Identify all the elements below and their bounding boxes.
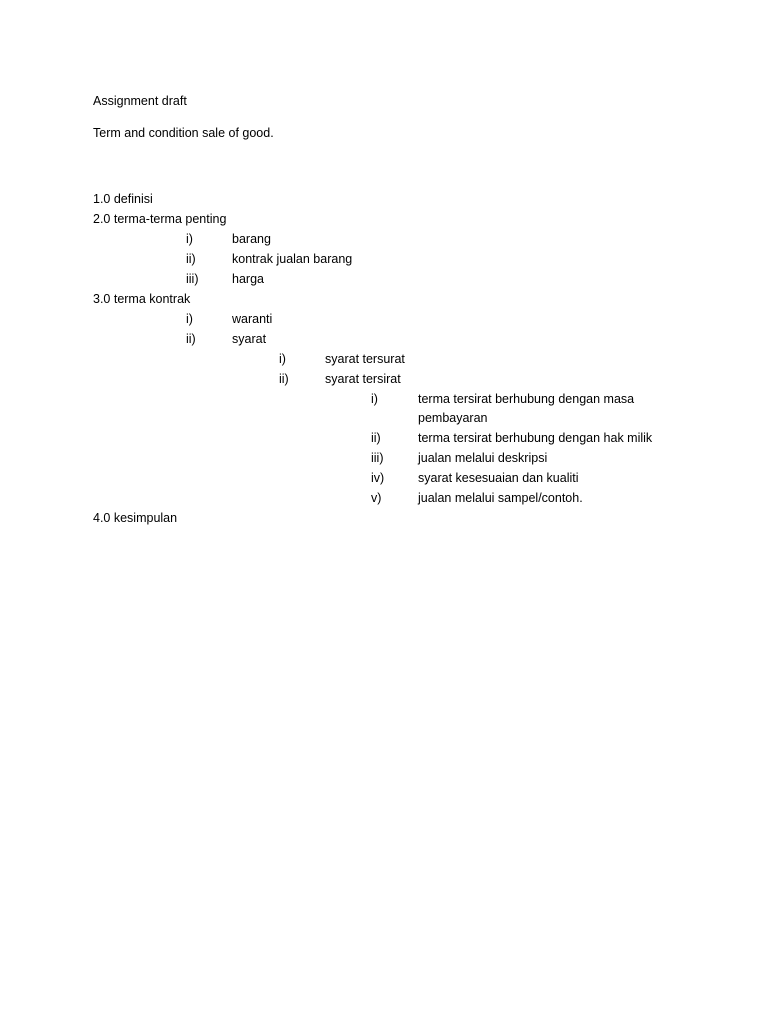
section-heading-1: 1.0 definisi bbox=[93, 192, 153, 206]
subsublist-item-text: jualan melalui sampel/contoh. bbox=[418, 491, 583, 505]
subsublist-item-label: v) bbox=[371, 491, 382, 505]
list-item-text: barang bbox=[232, 232, 271, 246]
sublist-item-label: ii) bbox=[279, 372, 289, 386]
subsublist-item-label: iii) bbox=[371, 451, 384, 465]
subsublist-item-text: terma tersirat berhubung dengan masa bbox=[418, 392, 635, 406]
list-item-label: ii) bbox=[186, 252, 196, 266]
sublist-item-label: i) bbox=[279, 352, 286, 366]
subsublist-item-text: terma tersirat berhubung dengan hak milik bbox=[418, 431, 653, 445]
section-heading-4: 4.0 kesimpulan bbox=[93, 511, 178, 525]
list-item-label: iii) bbox=[186, 272, 199, 286]
section-heading-3: 3.0 terma kontrak bbox=[93, 292, 191, 306]
list-item-text: kontrak jualan barang bbox=[232, 252, 353, 266]
subsublist-item-label: i) bbox=[371, 392, 378, 406]
document-title: Assignment draft bbox=[93, 94, 187, 108]
list-item-label: i) bbox=[186, 232, 193, 246]
document-subtitle: Term and condition sale of good. bbox=[93, 126, 274, 140]
list-item-text: waranti bbox=[232, 312, 273, 326]
sublist-item-text: syarat tersirat bbox=[325, 372, 401, 386]
list-item-label: i) bbox=[186, 312, 193, 326]
subsublist-item-text: syarat kesesuaian dan kualiti bbox=[418, 471, 579, 485]
subsublist-item-text: jualan melalui deskripsi bbox=[418, 451, 548, 465]
list-item-label: ii) bbox=[186, 332, 196, 346]
list-item-text: syarat bbox=[232, 332, 267, 346]
subsublist-item-label: ii) bbox=[371, 431, 381, 445]
sublist-item-text: syarat tersurat bbox=[325, 352, 405, 366]
subsublist-item-label: iv) bbox=[371, 471, 385, 485]
list-item-text: harga bbox=[232, 272, 264, 286]
subsublist-item-text-continued: pembayaran bbox=[418, 411, 488, 425]
section-heading-2: 2.0 terma-terma penting bbox=[93, 212, 227, 226]
